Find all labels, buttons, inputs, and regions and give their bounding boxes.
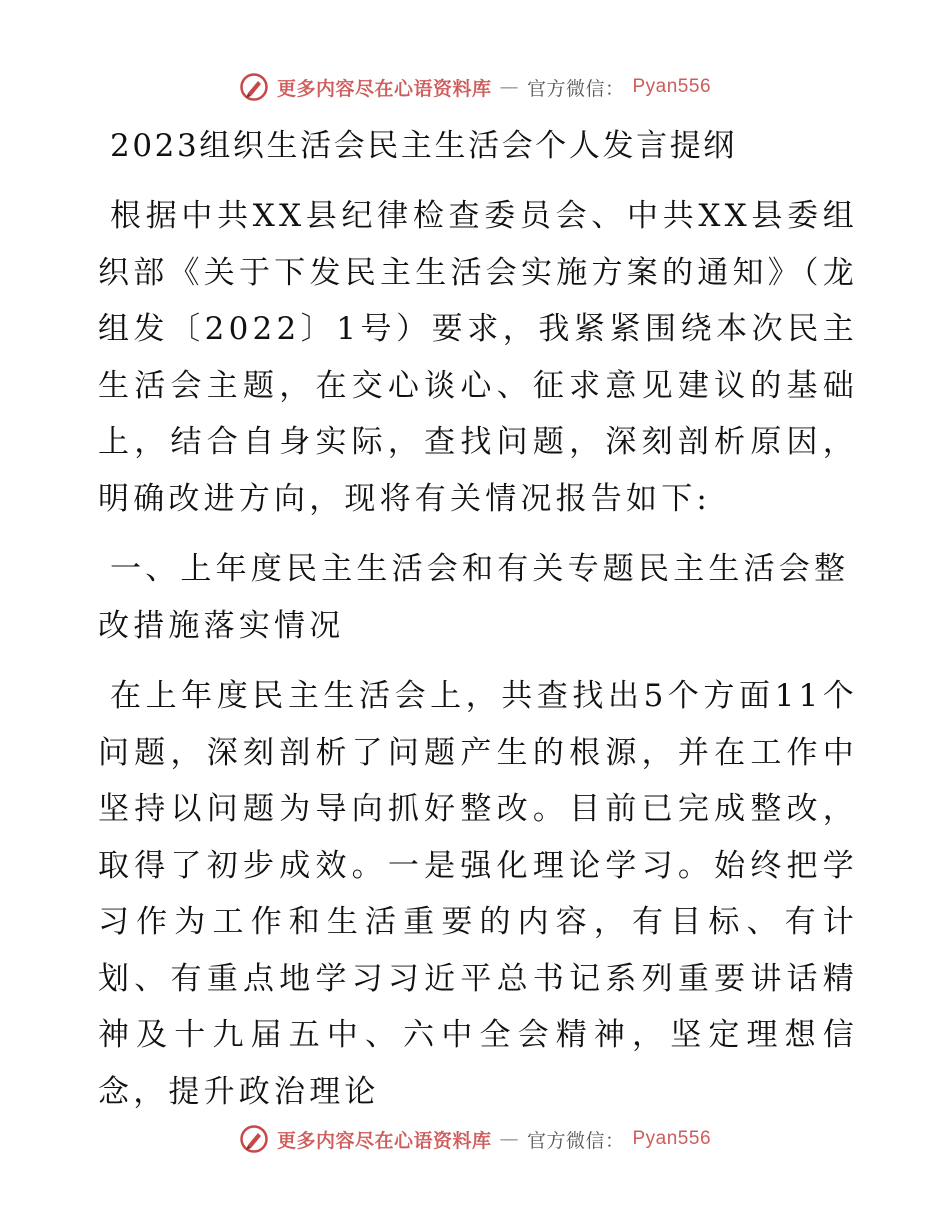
watermark-separator: — xyxy=(499,1128,519,1150)
watermark-header xyxy=(0,72,950,102)
section-1-paragraph: 在上年度民主生活会上，共查找出5个方面11个问题，深刻剖析了问题产生的根源，并在工作中坚持以问题为导向抓好整改。目前已完成整改，取得了初步成效。一是强化理论学习。始终把学习作为工作和生活重要的内容，有目标、有计划、有重点地学习习近平总书记系列重要讲话精神及十九届五中、六中全会精神，坚定理想信念，提升政治理论 xyxy=(98,678,858,1110)
watermark-wechat-id: Pyan556 xyxy=(632,1128,712,1149)
watermark-wechat-id: Pyan556 xyxy=(632,76,712,97)
watermark-footer xyxy=(0,1124,950,1154)
watermark-wechat-label: 官方微信： xyxy=(526,1129,625,1152)
pen-logo-icon xyxy=(239,1124,269,1154)
watermark-separator: — xyxy=(499,76,519,98)
pen-logo-icon xyxy=(239,72,269,102)
document-title: 2023组织生活会民主生活会个人发言提纲 xyxy=(110,128,737,164)
watermark-wechat-label: 官方微信： xyxy=(526,77,625,100)
watermark-text: 更多内容尽在心语资料库 xyxy=(276,77,492,100)
watermark-text: 更多内容尽在心语资料库 xyxy=(276,1129,492,1152)
intro-paragraph: 根据中共XX县纪律检查委员会、中共XX县委组织部《关于下发民主生活会实施方案的通知》（龙组发〔2022〕1号）要求，我紧紧围绕本次民主生活会主题，在交心谈心、征求意见建议的基础上，结合自身实际，查找问题，深刻剖析原因，明确改进方向，现将有关情况报告如下: xyxy=(98,198,858,517)
section-1-heading: 一、上年度民主生活会和有关专题民主生活会整改措施落实情况 xyxy=(98,551,850,644)
document-body xyxy=(98,118,858,1134)
